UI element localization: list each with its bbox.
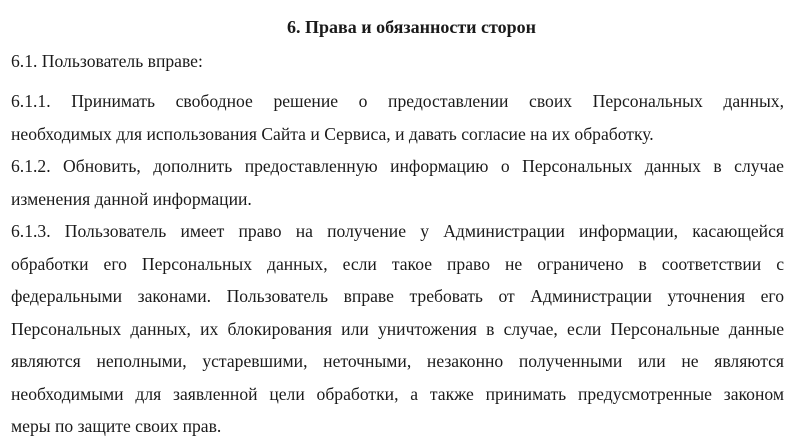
clause-6-1-3-line-7: меры по защите своих прав. [11,416,222,436]
clause-6-1-3-line-3: федеральными законами. Пользователь вправе требовать от Администрации уточнения его [11,286,784,306]
clause-6-1-1-line-2: необходимых для использования Сайта и Сервиса, и давать согласие на их обработку. [11,123,654,144]
clause-6-1-2-line-1: 6.1.2. Обновить, дополнить предоставленную информацию о Персональных данных в случае [11,156,784,176]
clause-6-1-3-line-6: необходимыми для заявленной цели обработки, а также принимать предусмотренные законом [11,383,784,404]
clause-6-1-3-line-2: обработки его Персональных данных, если такое право не ограничено в соответствии с [11,253,784,274]
clause-6-1-1-line-1: 6.1.1. Принимать свободное решение о предоставлении своих Персональных данных, [11,91,784,111]
clause-6-1-3-line-4: Персональных данных, их блокирования или уничтожения в случае, если Персональные данные [11,318,784,339]
section-heading: 6. Права и обязанности сторон [286,17,537,37]
clause-6-1-3-line-5: являются неполными, устаревшими, неточными, незаконно полученными или не являются [11,351,784,371]
clause-6-1-line: 6.1. Пользователь вправе: [11,51,203,71]
clause-6-1-2-line-2: изменения данной информации. [11,188,252,209]
document-page [11,16,784,443]
clause-6-1-3-line-1: 6.1.3. Пользователь имеет право на получение у Администрации информации, касающейся [11,221,784,241]
